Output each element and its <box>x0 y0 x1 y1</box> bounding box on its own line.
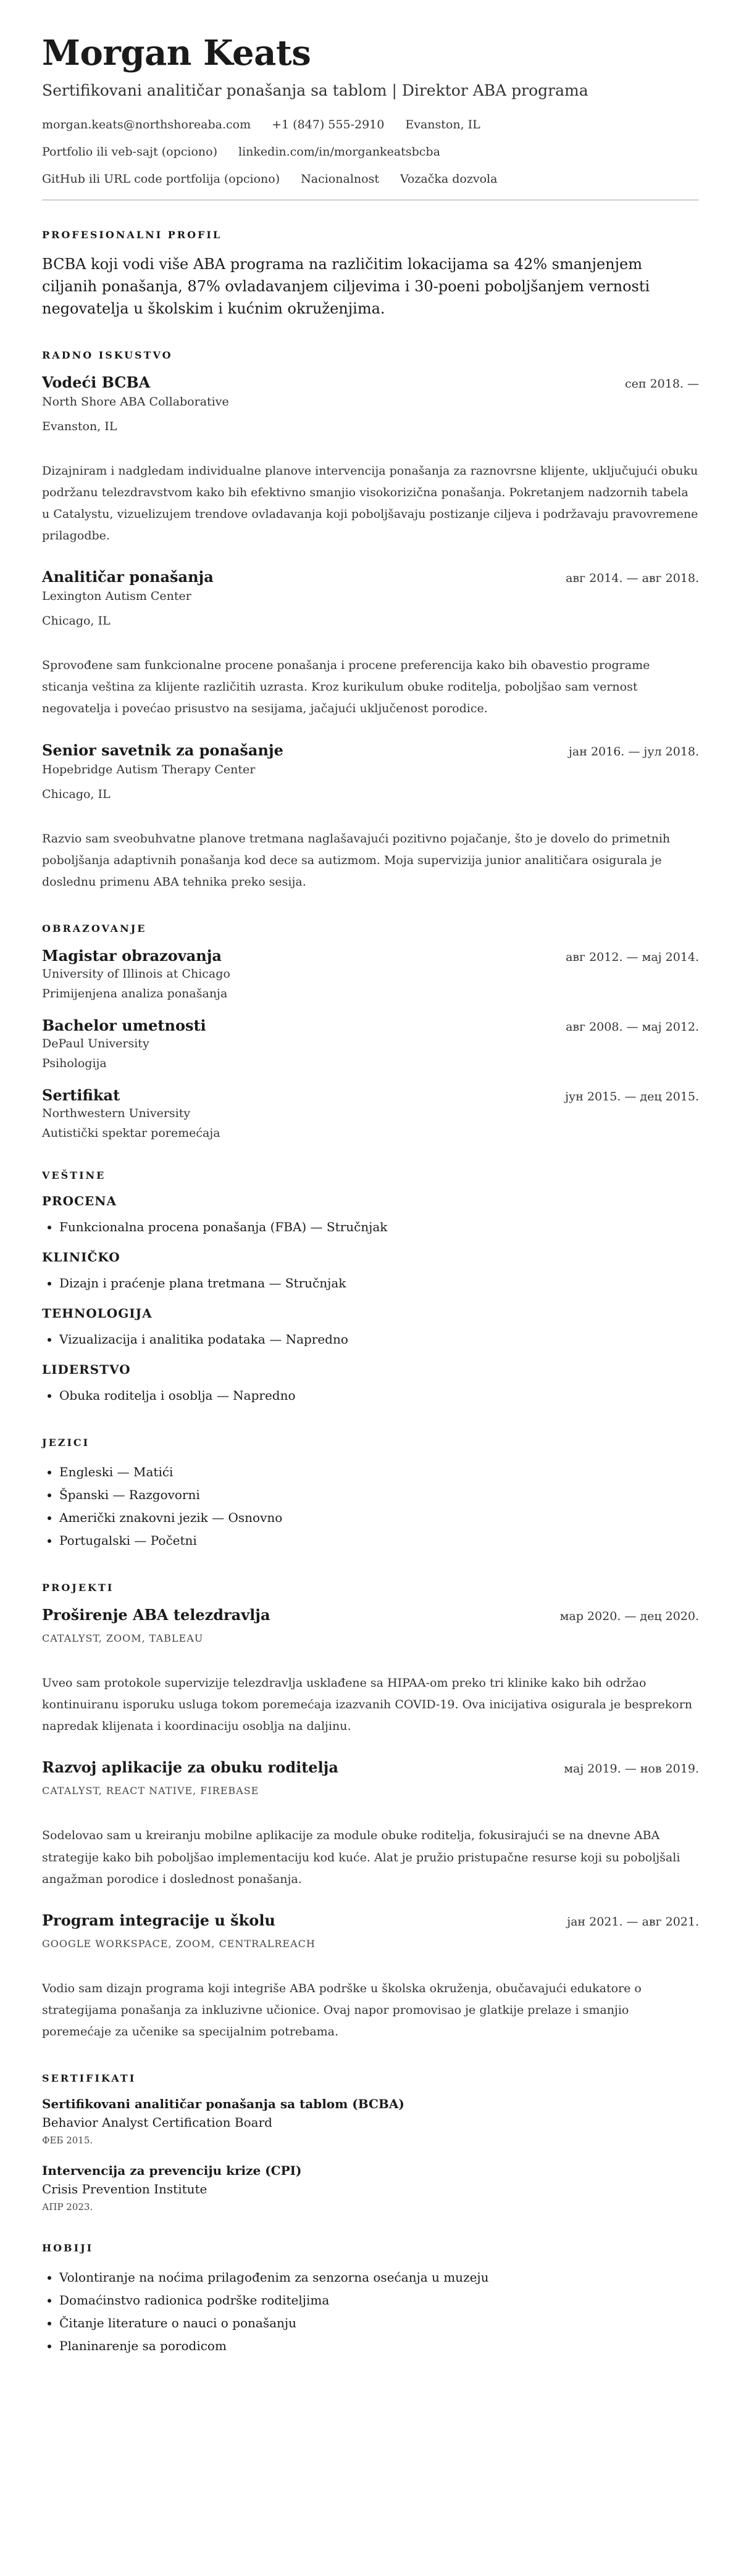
school-name: DePaul University <box>42 1037 149 1050</box>
skill-group <box>42 1194 699 1239</box>
hobby-list <box>42 2266 699 2358</box>
job-title: Senior savetnik za ponašanje <box>42 741 283 759</box>
job-description: Sprovođene sam funkcionalne procene ponašanja i procene preferencija kako bih obavestio programe sticanja veština za klijente različitih uzrasta. Kroz kurikulum obuke roditelja, poboljšao sam vernost negovatelja i povećao prisustvo na sesijama, jačajući uključenost porodice. <box>42 659 650 716</box>
language-item: • Portugalski — Početni <box>59 1529 699 1552</box>
skill-category: PROCENA <box>42 1194 117 1208</box>
experience-entry <box>42 568 699 720</box>
skill-item: • Obuka roditelja i osoblja — Napredno <box>59 1384 699 1407</box>
contact-phone[interactable]: +1 (847) 555-2910 <box>272 117 385 131</box>
project-tags: CATALYST, REACT NATIVE, FIREBASE <box>42 1785 259 1797</box>
hobby-item: • Volontiranje na noćima prilagođenim za senzorna osećanja u muzeju <box>59 2266 699 2289</box>
projects-section <box>42 1582 699 2043</box>
education-section <box>42 923 699 1140</box>
skill-item: • Dizajn i praćenje plana tretmana — Stručnjak <box>59 1272 699 1295</box>
contact-drivers-license: Vozačka dozvola <box>400 172 498 186</box>
project-description: Vodio sam dizajn programa koji integriše ABA podrške u školska okruženja, obučavajući edukatore o strategijama ponašanja za inkluzivne učionice. Ovaj napor promovisao je glatkije prelaze i smanjio poremećaje za učenike sa specijalnim potrebama. <box>42 1981 642 2039</box>
section-title: PROFESIONALNI PROFIL <box>42 228 222 241</box>
section-title: SERTIFIKATI <box>42 2072 136 2085</box>
job-description: Razvio sam sveobuhvatne planove tretmana naglašavajući pozitivno pojačanje, što je dovelo do primetnih poboljšanja adaptivnih ponašanja kod dece sa autizmom. Moja supervizija junior analitičara osigurala je doslednu primenu ABA tehnika preko sesija. <box>42 831 671 889</box>
job-title: Vodeći BCBA <box>42 373 151 391</box>
certificate-name: Intervencija za prevenciju krize (CPI) <box>42 2163 302 2179</box>
section-title: RADNO ISKUSTVO <box>42 349 173 361</box>
skills-section <box>42 1170 699 1407</box>
project-dates: јан 2021. — авг 2021. <box>567 1914 699 1929</box>
education-entry <box>42 1086 699 1140</box>
job-company: Lexington Autism Center <box>42 589 191 604</box>
school-name: Northwestern University <box>42 1107 191 1120</box>
hobby-item: • Planinarenje sa porodicom <box>59 2335 699 2358</box>
job-company: Hopebridge Autism Therapy Center <box>42 762 256 776</box>
certificate-issuer: Crisis Prevention Institute <box>42 2182 207 2197</box>
skill-category: TEHNOLOGIJA <box>42 1306 153 1321</box>
project-entry <box>42 1606 699 1737</box>
skill-group <box>42 1306 699 1351</box>
hobby-item: • Čitanje literature o nauci o ponašanju <box>59 2312 699 2335</box>
skill-list <box>42 1384 699 1407</box>
contact-email[interactable]: morgan.keats@northshoreaba.com <box>42 117 251 131</box>
skill-list <box>42 1328 699 1351</box>
language-item: • Američki znakovni jezik — Osnovno <box>59 1506 699 1529</box>
profile-summary: BCBA koji vodi više ABA programa na različitim lokacijama sa 42% smanjenjem ciljanih ponašanja, 87% ovladavanjem ciljevima i 30-poeni poboljšanjem vernosti negovatelja u školskim i kućnim okruženjima. <box>42 255 650 317</box>
project-name: Program integracije u školu <box>42 1911 275 1929</box>
experience-section <box>42 349 699 893</box>
project-dates: мар 2020. — дец 2020. <box>559 1610 699 1623</box>
skill-list <box>42 1272 699 1295</box>
education-dates: јун 2015. — дец 2015. <box>565 1090 699 1103</box>
certificate-name: Sertifikovani analitičar ponašanja sa tablom (BCBA) <box>42 2096 404 2112</box>
field-of-study: Primijenjena analiza ponašanja <box>42 987 228 1000</box>
contact-nationality: Nacionalnost <box>301 172 379 186</box>
project-description: Uveo sam protokole supervizije telezdravlja usklađene sa HIPAA-om preko tri klinike kako bih održao kontinuiranu isporuku usluga tokom poremećaja izazvanih COVID-19. Ova inicijativa osigurala je besprekorn napredak klijenata i koordinaciju osoblja na daljinu. <box>42 1676 693 1734</box>
contact-row <box>42 172 699 186</box>
contact-github[interactable]: GitHub ili URL code portfolija (opciono) <box>42 172 280 186</box>
project-tags: GOOGLE WORKSPACE, ZOOM, CENTRALREACH <box>42 1937 316 1950</box>
job-dates: сеп 2018. — <box>624 376 699 391</box>
certificates-section <box>42 2072 699 2212</box>
skill-item: • Vizualizacija i analitika podataka — Napredno <box>59 1328 699 1351</box>
job-dates: јан 2016. — јул 2018. <box>569 744 699 758</box>
project-name: Razvoj aplikacije za obuku roditelja <box>42 1758 338 1777</box>
job-location: Evanston, IL <box>42 419 117 433</box>
education-dates: авг 2008. — мај 2012. <box>566 1020 699 1034</box>
skill-category: KLINIČKO <box>42 1250 120 1265</box>
job-location: Chicago, IL <box>42 614 111 628</box>
candidate-headline: Sertifikovani analitičar ponašanja sa tablom | Direktor ABA programa <box>42 81 588 99</box>
experience-entry <box>42 373 699 547</box>
education-entry <box>42 947 699 1000</box>
skill-group <box>42 1250 699 1295</box>
project-description: Sodelovao sam u kreiranju mobilne aplikacije za module obuke roditelja, fokusirajući se na dnevne ABA strategije kako bih poboljšao implementaciju kod kuće. Alat je pružio pristupačne resurse koji su poboljšali angažman porodice i doslednost ponašanja. <box>42 1829 680 1886</box>
project-name: Proširenje ABA telezdravlja <box>42 1606 270 1624</box>
languages-section <box>42 1437 699 1552</box>
section-title: JEZICI <box>42 1437 90 1448</box>
profile-section <box>42 229 699 320</box>
section-title: HOBIJI <box>42 2242 94 2254</box>
candidate-name: Morgan Keats <box>42 33 311 73</box>
experience-entry <box>42 741 699 893</box>
field-of-study: Autistički spektar poremećaja <box>42 1126 220 1140</box>
job-description: Dizajniram i nadgledam individualne planove intervencija ponašanja za raznovrsne klijente, uključujući obuku podržanu telezdravstvom kako bih efektivno smanjio visokorizična ponašanja. Pokretanjem nadzornih tabela u Catalystu, vizuelizujem trendove ovladavanja koji poboljšavaju postizanje ciljeva i podržavaju pravovremene prilagodbe. <box>42 463 698 543</box>
job-location: Chicago, IL <box>42 787 111 801</box>
school-name: University of Illinois at Chicago <box>42 967 230 981</box>
project-tags: CATALYST, ZOOM, TABLEAU <box>42 1632 204 1644</box>
job-company: North Shore ABA Collaborative <box>42 394 229 409</box>
degree-title: Magistar obrazovanja <box>42 947 222 965</box>
language-item: • Engleski — Matići <box>59 1461 699 1484</box>
certificate-entry <box>42 2163 699 2212</box>
section-title: OBRAZOVANJE <box>42 923 147 934</box>
section-title: PROJEKTI <box>42 1582 114 1593</box>
skill-list <box>42 1216 699 1239</box>
contact-linkedin[interactable]: linkedin.com/in/morgankeatsbcba <box>238 144 440 159</box>
certificate-date: ФЕБ 2015. <box>42 2135 93 2146</box>
degree-title: Bachelor umetnosti <box>42 1016 206 1034</box>
skill-group <box>42 1362 699 1407</box>
project-entry <box>42 1911 699 2043</box>
field-of-study: Psihologija <box>42 1057 107 1070</box>
section-title: VEŠTINE <box>42 1170 106 1181</box>
language-list <box>42 1461 699 1552</box>
contact-row <box>42 145 699 159</box>
certificate-issuer: Behavior Analyst Certification Board <box>42 2115 272 2130</box>
education-entry <box>42 1016 699 1070</box>
project-dates: мај 2019. — нов 2019. <box>564 1762 699 1776</box>
certificate-date: АПР 2023. <box>42 2201 93 2213</box>
education-dates: авг 2012. — мај 2014. <box>566 950 699 964</box>
hobby-item: • Domaćinstvo radionica podrške roditeljima <box>59 2289 699 2312</box>
job-title: Analitičar ponašanja <box>42 568 214 586</box>
header-divider <box>42 199 699 201</box>
contact-location: Evanston, IL <box>405 117 480 131</box>
degree-title: Sertifikat <box>42 1086 120 1104</box>
certificate-entry <box>42 2096 699 2146</box>
language-item: • Španski — Razgovorni <box>59 1484 699 1506</box>
skill-item: • Funkcionalna procena ponašanja (FBA) — Stručnjak <box>59 1216 699 1239</box>
skill-category: LIDERSTVO <box>42 1362 131 1377</box>
job-dates: авг 2014. — авг 2018. <box>566 571 699 586</box>
contact-portfolio[interactable]: Portfolio ili veb-sajt (opciono) <box>42 144 218 159</box>
contact-row <box>42 118 699 131</box>
hobbies-section <box>42 2242 699 2358</box>
project-entry <box>42 1758 699 1890</box>
